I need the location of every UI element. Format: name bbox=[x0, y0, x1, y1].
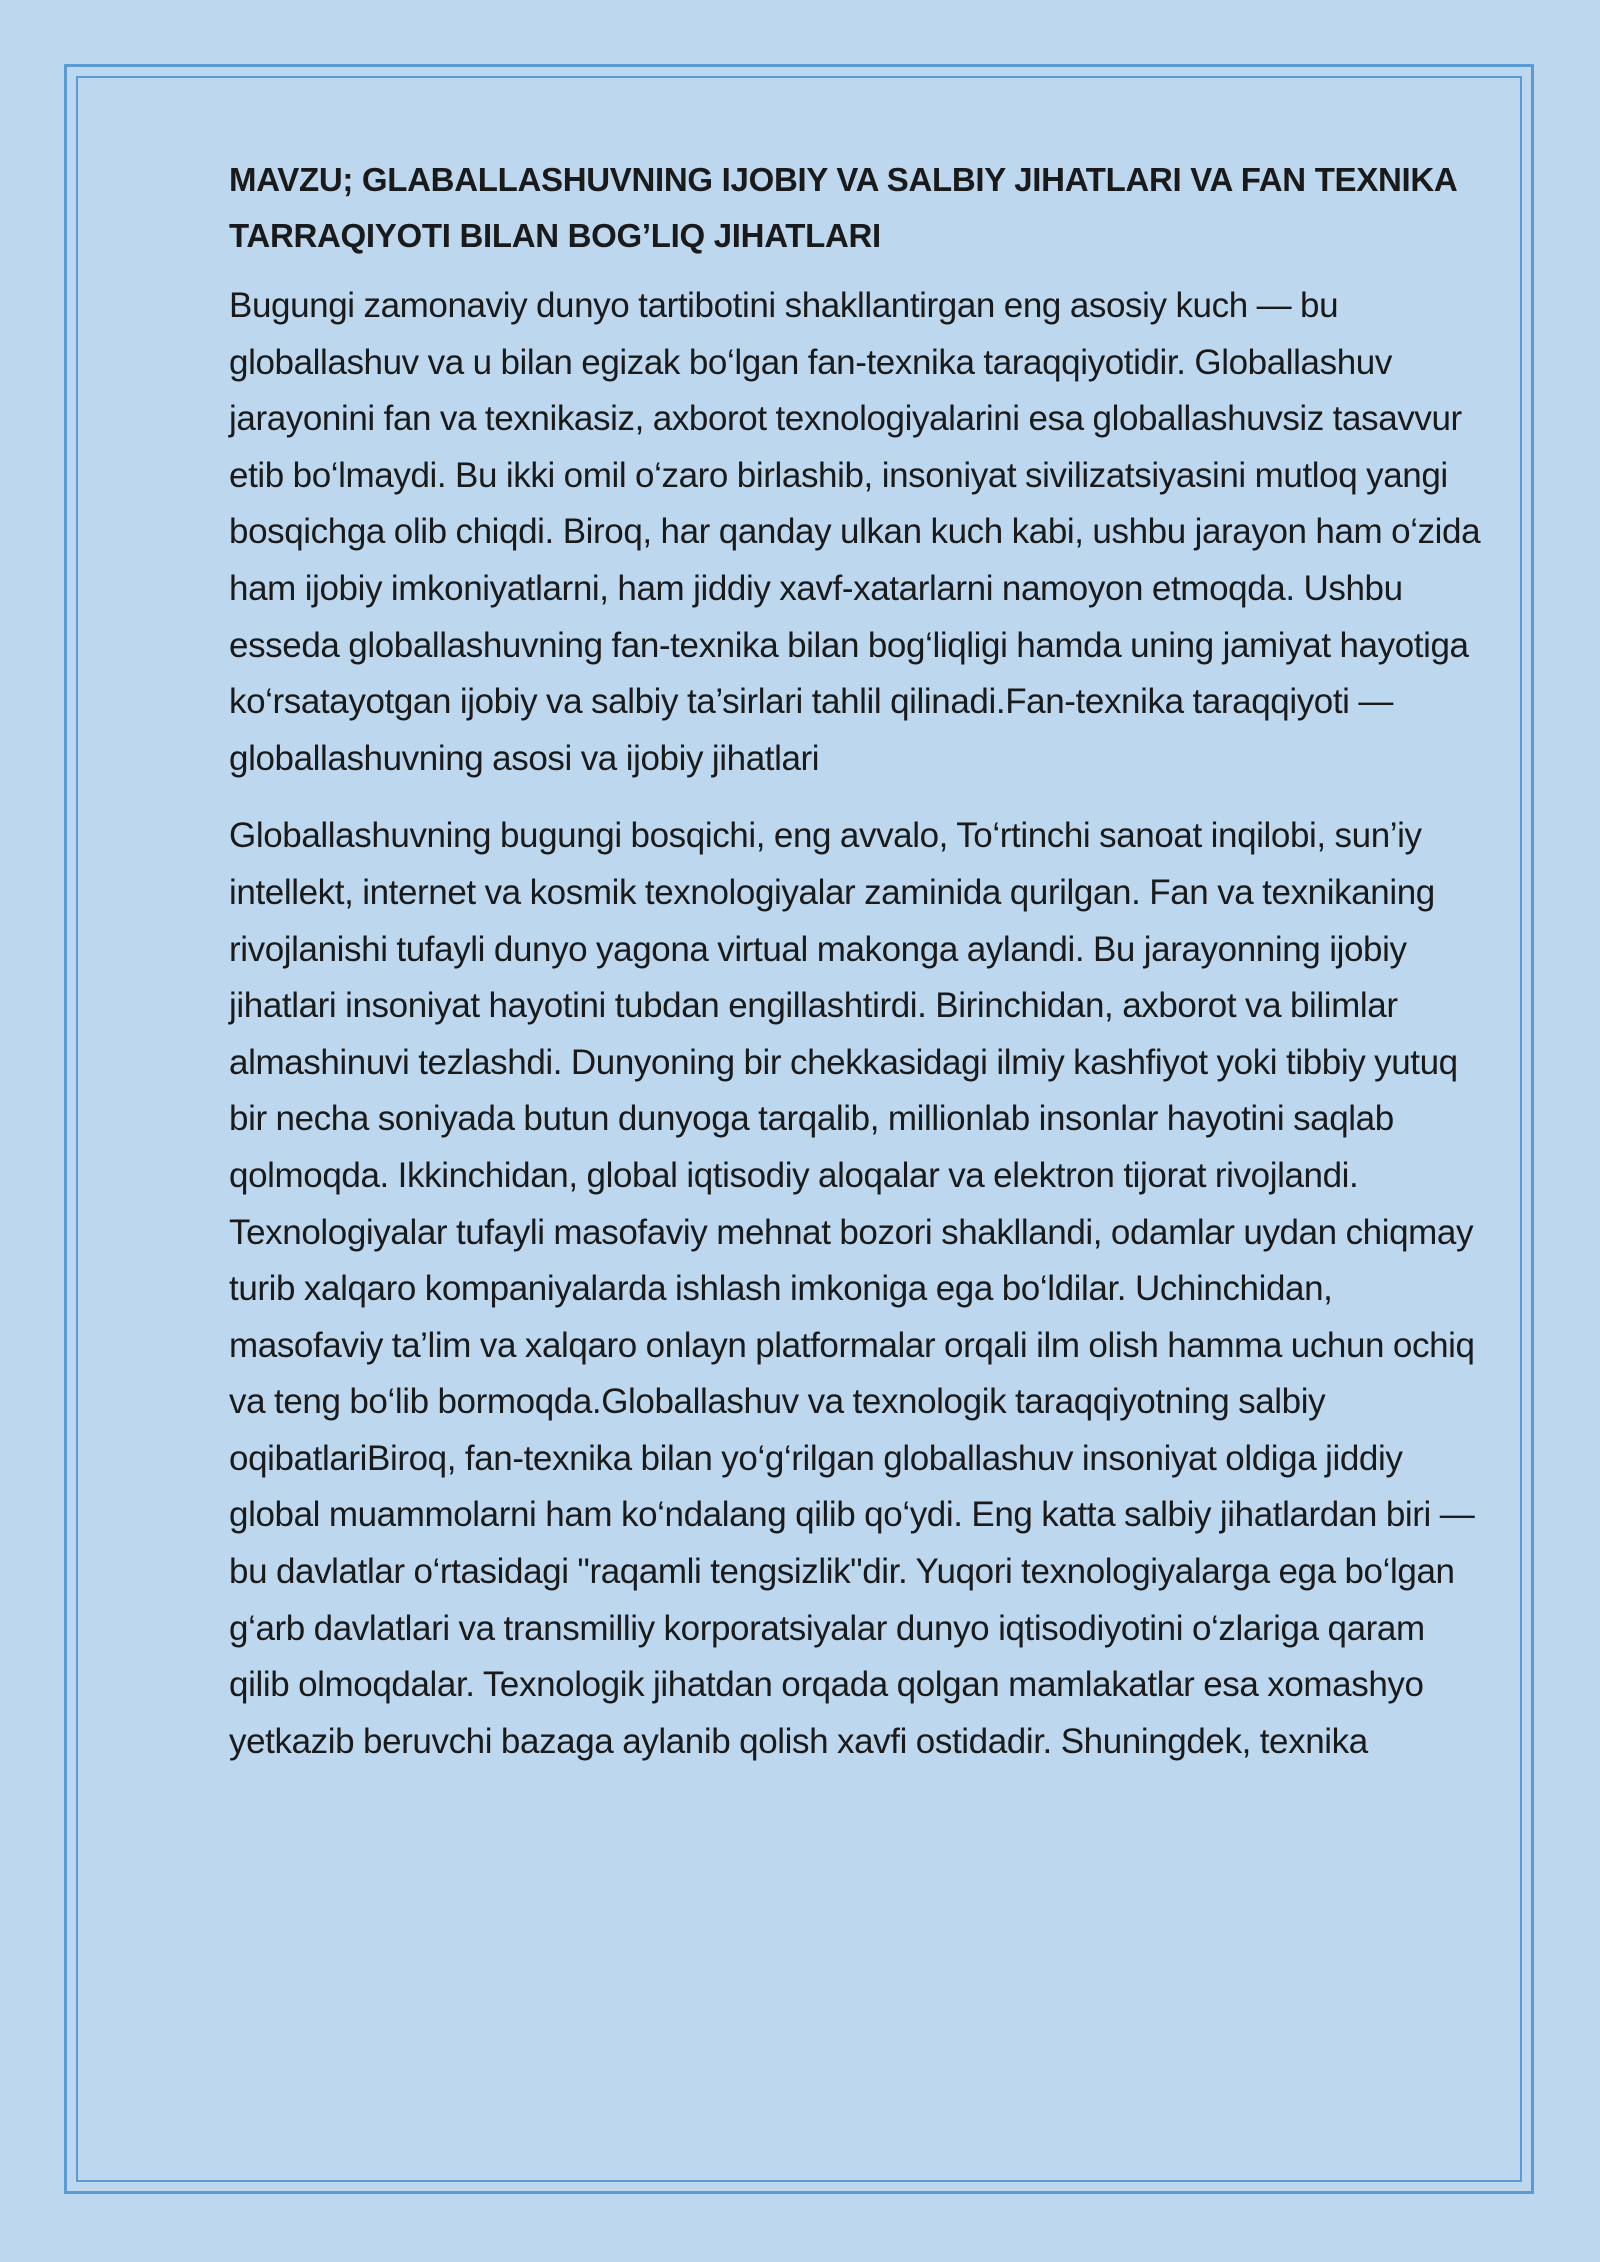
document-title: MAVZU; GLABALLASHUVNING IJOBIY VA SALBIY JIHATLARI VA FAN TEXNIKA TARRAQIYOTI BILAN BOG’LIQ JIHATLARI bbox=[229, 161, 1457, 254]
paragraph-main: Globallashuvning bugungi bosqichi, eng avvalo, To‘rtinchi sanoat inqilobi, sun’iy intellekt, internet va kosmik texnologiyalar zaminida qurilgan. Fan va texnikaning rivojlanishi tufayli dunyo yagona virtual makonga aylandi. Bu jarayonning ijobiy jihatlari insoniyat hayotini tubdan engillashtirdi. Birinchidan, axborot va bilimlar almashinuvi tezlashdi. Dunyoning bir chekkasidagi ilmiy kashfiyot yoki tibbiy yutuq bir necha soniyada butun dunyoga tarqalib, millionlab insonlar hayotini saqlab qolmoqda. Ikkinchidan, global iqtisodiy aloqalar va elektron tijorat rivojlandi. Texnologiyalar tufayli masofaviy mehnat bozori shakllandi, odamlar uydan chiqmay turib xalqaro kompaniyalarda ishlash imkoniga ega bo‘ldilar. Uchinchidan, masofaviy ta’lim va xalqaro onlayn platformalar orqali ilm olish hamma uchun ochiq va teng bo‘lib bormoqda.Globallashuv va texnologik taraqqiyotning salbiy oqibatlariBiroq, fan-texnika bilan yo‘g‘rilgan globallashuv insoniyat oldiga jiddiy global muammolarni ham ko‘ndalang qilib qo‘ydi. Eng katta salbiy jihatlardan biri — bu davlatlar o‘rtasidagi "raqamli tengsizlik"dir. Yuqori texnologiyalarga ega bo‘lgan g‘arb davlatlari va transmilliy korporatsiyalar dunyo iqtisodiyotini o‘zlariga qaram qilib olmoqdalar. Texnologik jihatdan orqada qolgan mamlakatlar esa xomashyo yetkazib beruvchi bazaga aylanib qolish xavfi ostidadir. Shuningdek, texnika bbox=[229, 816, 1475, 1761]
document-body bbox=[229, 152, 1491, 1791]
paragraph-intro: Bugungi zamonaviy dunyo tartibotini shakllantirgan eng asosiy kuch — bu globallashuv va u bilan egizak bo‘lgan fan-texnika taraqqiyotidir. Globallashuv jarayonini fan va texnikasiz, axborot texnologiyalarini esa globallashuvsiz tasavvur etib bo‘lmaydi. Bu ikki omil o‘zaro birlashib, insoniyat sivilizatsiyasini mutloq yangi bosqichga olib chiqdi. Biroq, har qanday ulkan kuch kabi, ushbu jarayon ham o‘zida ham ijobiy imkoniyatlarni, ham jiddiy xavf-xatarlarni namoyon etmoqda. Ushbu esseda globallashuvning fan-texnika bilan bog‘liqligi hamda uning jamiyat hayotiga ko‘rsatayotgan ijobiy va salbiy ta’sirlari tahlil qilinadi.Fan-texnika taraqqiyoti — globallashuvning asosi va ijobiy jihatlari bbox=[229, 286, 1481, 778]
